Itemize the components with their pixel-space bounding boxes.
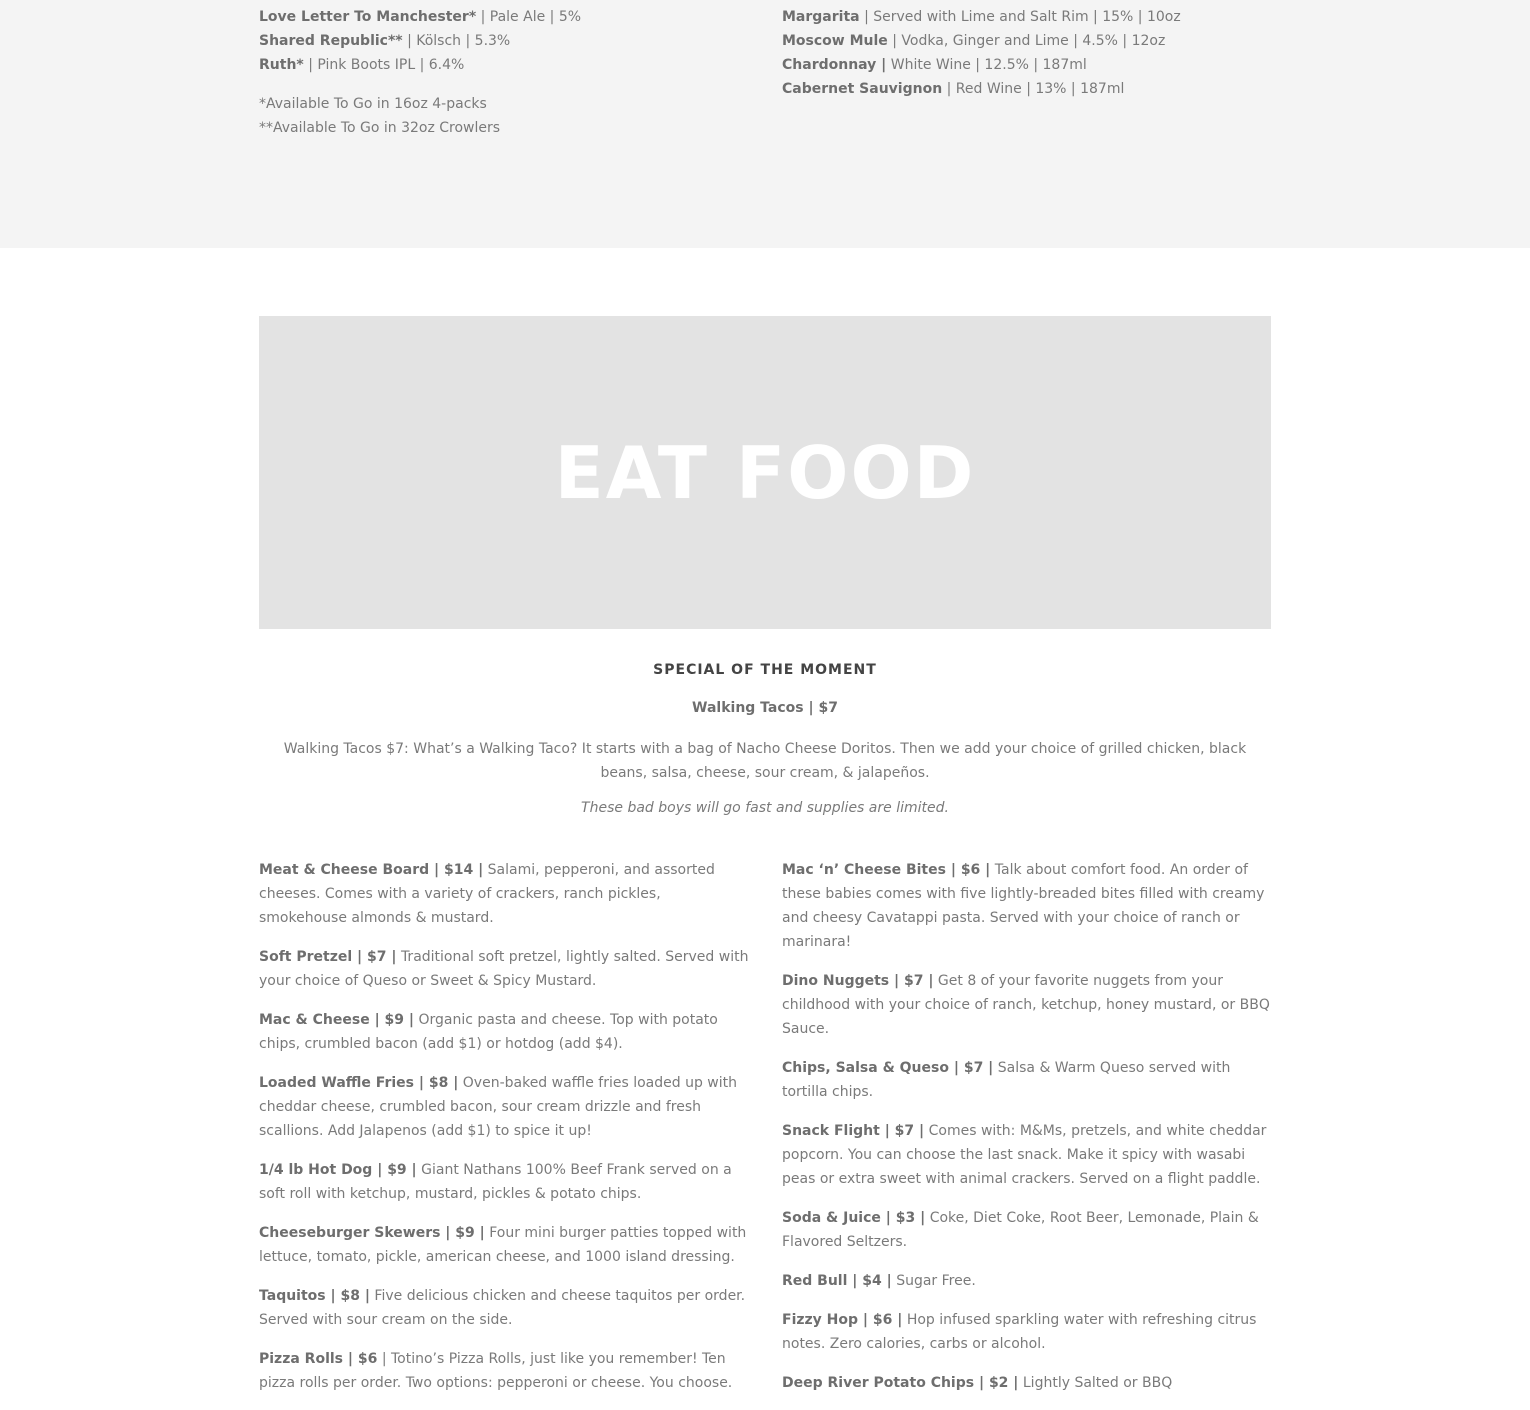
menu-item-desc: Get 8 of your favorite nuggets from your childhood with your choice of ranch, ketchup, honey mustard, or BBQ Sauce. [782,973,1270,1037]
menu-item-name: Red Bull | $4 | [782,1273,892,1289]
menu-item-name: Fizzy Hop | $6 | [782,1312,903,1328]
menu-item-name: Cheeseburger Skewers | $9 | [259,1225,485,1241]
menu-item-name: Chips, Salsa & Queso | $7 | [782,1060,994,1076]
menu-item-desc: Coke, Diet Coke, Root Beer, Lemonade, Plain & Flavored Seltzers. [782,1210,1259,1250]
special-note: These bad boys will go fast and supplies are limited. [581,800,949,816]
drink-item [782,77,1181,101]
menu-item-name: Soda & Juice | $3 | [782,1210,926,1226]
beer-name: Ruth* [259,57,304,73]
drink-name: Moscow Mule [782,33,888,49]
menu-item-name: Taquitos | $8 | [259,1288,370,1304]
menu-item [259,945,749,993]
beer-note: **Available To Go in 32oz Crowlers [259,120,501,136]
drink-desc: | Served with Lime and Salt Rim | 15% | 10oz [864,9,1181,25]
drink-name: Margarita [782,9,860,25]
menu-item-name: 1/4 lb Hot Dog | $9 | [259,1162,417,1178]
beer-desc: | Pale Ale | 5% [480,9,582,25]
beer-item [259,29,581,53]
menu-item-desc: Salsa & Warm Queso served with tortilla chips. [782,1060,1231,1100]
beer-desc: | Pink Boots IPL | 6.4% [308,57,465,73]
menu-item-desc: Lightly Salted or BBQ [1022,1375,1173,1391]
menu-item [259,1071,749,1143]
drink-name: Cabernet Sauvignon [782,81,943,97]
menu-item-name: Soft Pretzel | $7 | [259,949,397,965]
beer-name: Love Letter To Manchester* [259,9,477,25]
menu-item-desc: Talk about comfort food. An order of these babies comes with five lightly-breaded bites filled with creamy and cheesy Cavatappi pasta. Served with your choice of ranch or marinara! [782,862,1265,950]
menu-item-desc: Giant Nathans 100% Beef Frank served on a soft roll with ketchup, mustard, pickles & potato chips. [259,1162,732,1202]
menu-item [782,1119,1272,1191]
menu-item-desc: Organic pasta and cheese. Top with potato chips, crumbled bacon (add $1) or hotdog (add $4). [259,1012,718,1052]
drinks-section [0,0,1530,248]
menu-item-desc: Oven-baked waffle fries loaded up with cheddar cheese, crumbled bacon, sour cream drizzle and fresh scallions. Add Jalapenos (add $1) to spice it up! [259,1075,737,1139]
menu-item-desc: Comes with: M&Ms, pretzels, and white cheddar popcorn. You can choose the last snack. Make it spicy with wasabi peas or extra sweet with animal crackers. Served on a flight paddle. [782,1123,1267,1187]
beer-notes [259,92,500,140]
menu-item-desc: Hop infused sparkling water with refreshing citrus notes. Zero calories, carbs or alcohol. [782,1312,1257,1352]
drink-name: Chardonnay | [782,57,887,73]
beer-name: Shared Republic** [259,33,403,49]
menu-item [259,1221,749,1269]
drink-desc: | Red Wine | 13% | 187ml [946,81,1125,97]
menu-item-name: Mac & Cheese | $9 | [259,1012,415,1028]
menu-item [259,1158,749,1206]
menu-item-desc: Four mini burger patties topped with lettuce, tomato, pickle, american cheese, and 1000 island dressing. [259,1225,747,1265]
mixed-drinks-list [782,0,1181,101]
menu-item [782,1056,1272,1104]
food-list-left [259,858,749,1410]
special-heading: SPECIAL OF THE MOMENT [653,662,877,678]
menu-item [259,1347,749,1395]
menu-item [259,858,749,930]
menu-item-name: Meat & Cheese Board | $14 | [259,862,484,878]
menu-item-desc: Sugar Free. [896,1273,976,1289]
beer-item [259,5,581,29]
special-title: Walking Tacos | $7 [692,700,838,716]
menu-item-desc: Five delicious chicken and cheese taquitos per order. Served with sour cream on the side. [259,1288,746,1328]
drink-desc: White Wine | 12.5% | 187ml [890,57,1087,73]
eat-food-title: EAT FOOD [554,430,976,515]
menu-item [259,1284,749,1332]
menu-item [782,969,1272,1041]
drink-item [782,29,1181,53]
beer-desc: | Kölsch | 5.3% [407,33,511,49]
menu-item [782,1308,1272,1356]
drink-item [782,53,1181,77]
menu-item-desc: | Totino’s Pizza Rolls, just like you remember! Ten pizza rolls per order. Two options: pepperoni or cheese. You choose. [259,1351,733,1391]
menu-item-name: Mac ‘n’ Cheese Bites | $6 | [782,862,991,878]
food-list-right [782,858,1272,1410]
drink-desc: | Vodka, Ginger and Lime | 4.5% | 12oz [892,33,1166,49]
menu-item [782,1371,1272,1395]
menu-item-name: Loaded Waffle Fries | $8 | [259,1075,459,1091]
menu-item-name: Pizza Rolls | $6 [259,1351,378,1367]
menu-item [782,1269,1272,1293]
menu-item-name: Dino Nuggets | $7 | [782,973,934,989]
menu-item [259,1008,749,1056]
menu-item [782,858,1272,954]
menu-item-desc: Traditional soft pretzel, lightly salted. Served with your choice of Queso or Sweet & Spicy Mustard. [259,949,749,989]
beer-item [259,53,581,77]
menu-item-name: Snack Flight | $7 | [782,1123,925,1139]
menu-item-name: Deep River Potato Chips | $2 | [782,1375,1019,1391]
special-description: Walking Tacos $7: What’s a Walking Taco? It starts with a bag of Nacho Cheese Doritos. Then we add your choice of grilled chicken, black beans, salsa, cheese, sour cream, & jalapeños. [283,741,1247,781]
beer-list [259,0,581,77]
drink-item [782,5,1181,29]
menu-item [782,1206,1272,1254]
beer-note: *Available To Go in 16oz 4-packs [259,96,487,112]
menu-item-desc: Salami, pepperoni, and assorted cheeses. Comes with a variety of crackers, ranch pickles, smokehouse almonds & mustard. [259,862,715,926]
eat-food-banner [259,316,1271,629]
